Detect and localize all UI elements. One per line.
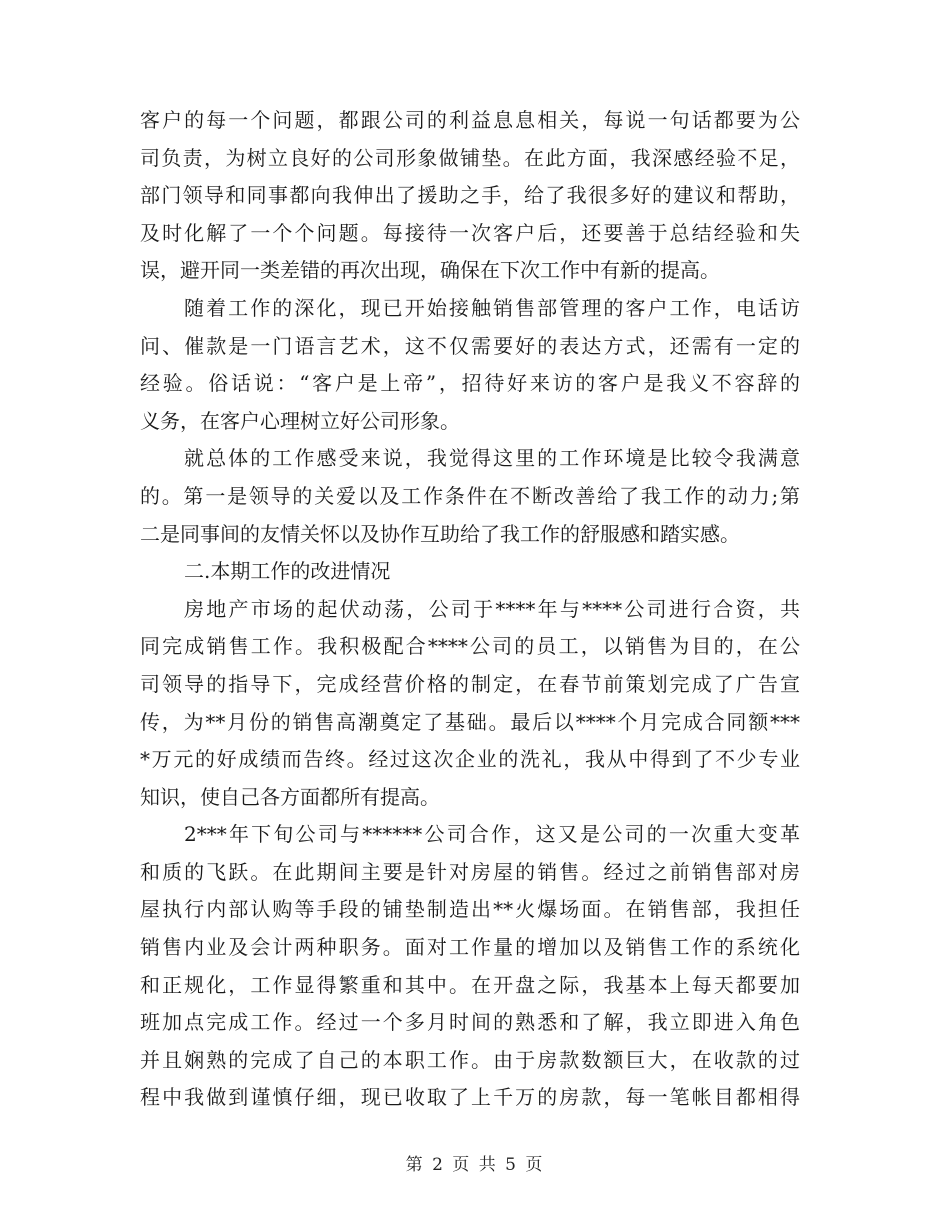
text-line: 程中我做到谨慎仔细，现已收取了上千万的房款，每一笔帐目都相得 xyxy=(140,1085,800,1110)
text-line: 2***年下旬公司与******公司合作，这又是公司的一次重大变革 xyxy=(184,822,800,847)
text-line: 司领导的指导下，完成经营价格的制定，在春节前策划完成了广告宣 xyxy=(140,671,800,696)
text-line: *万元的好成绩而告终。经过这次企业的洗礼，我从中得到了不少专业 xyxy=(140,747,800,772)
text-line: 和正规化，工作显得繁重和其中。在开盘之际，我基本上每天都要加 xyxy=(140,972,800,997)
text-line: 和质的飞跃。在此期间主要是针对房屋的销售。经过之前销售部对房 xyxy=(140,859,800,884)
text-line: 传，为**月份的销售高潮奠定了基础。最后以****个月完成合同额*** xyxy=(140,709,800,734)
body-text xyxy=(140,102,800,1117)
text-line: 就总体的工作感受来说，我觉得这里的工作环境是比较令我满意 xyxy=(184,446,800,471)
page-number: 第 2 页 共 5 页 xyxy=(405,1155,545,1175)
text-line: 经验。俗话说：“客户是上帝”，招待好来访的客户是我义不容辞的 xyxy=(140,371,800,396)
text-line: 及时化解了一个个问题。每接待一次客户后，还要善于总结经验和失 xyxy=(140,220,800,245)
text-line: 问、催款是一门语言艺术，这不仅需要好的表达方式，还需有一定的 xyxy=(140,333,800,358)
text-line: 二是同事间的友情关怀以及协作互助给了我工作的舒服感和踏实感。 xyxy=(140,521,740,546)
text-line: 义务，在客户心理树立好公司形象。 xyxy=(140,408,460,433)
text-line: 客户的每一个问题，都跟公司的利益息息相关，每说一句话都要为公 xyxy=(140,108,800,132)
section-heading: 二.本期工作的改进情况 xyxy=(184,559,391,584)
text-line: 销售内业及会计两种职务。面对工作量的增加以及销售工作的系统化 xyxy=(140,935,800,960)
text-line: 同完成销售工作。我积极配合****公司的员工，以销售为目的，在公 xyxy=(140,634,800,659)
text-line: 误，避开同一类差错的再次出现，确保在下次工作中有新的提高。 xyxy=(140,258,720,283)
text-line: 随着工作的深化，现已开始接触销售部管理的客户工作，电话访 xyxy=(184,295,800,320)
text-line: 部门领导和同事都向我伸出了援助之手，给了我很多好的建议和帮助， xyxy=(140,183,800,208)
text-line: 司负责，为树立良好的公司形象做铺垫。在此方面，我深感经验不足， xyxy=(140,145,800,170)
text-line: 班加点完成工作。经过一个多月时间的熟悉和了解，我立即进入角色 xyxy=(140,1010,800,1035)
text-line: 知识，使自己各方面都所有提高。 xyxy=(140,784,440,809)
text-line: 房地产市场的起伏动荡，公司于****年与****公司进行合资，共 xyxy=(184,596,800,621)
text-line: 的。第一是领导的关爱以及工作条件在不断改善给了我工作的动力;第 xyxy=(140,483,800,508)
text-line: 屋执行内部认购等手段的铺垫制造出**火爆场面。在销售部，我担任 xyxy=(140,897,800,922)
text-line: 并且娴熟的完成了自己的本职工作。由于房款数额巨大，在收款的过 xyxy=(140,1047,800,1072)
